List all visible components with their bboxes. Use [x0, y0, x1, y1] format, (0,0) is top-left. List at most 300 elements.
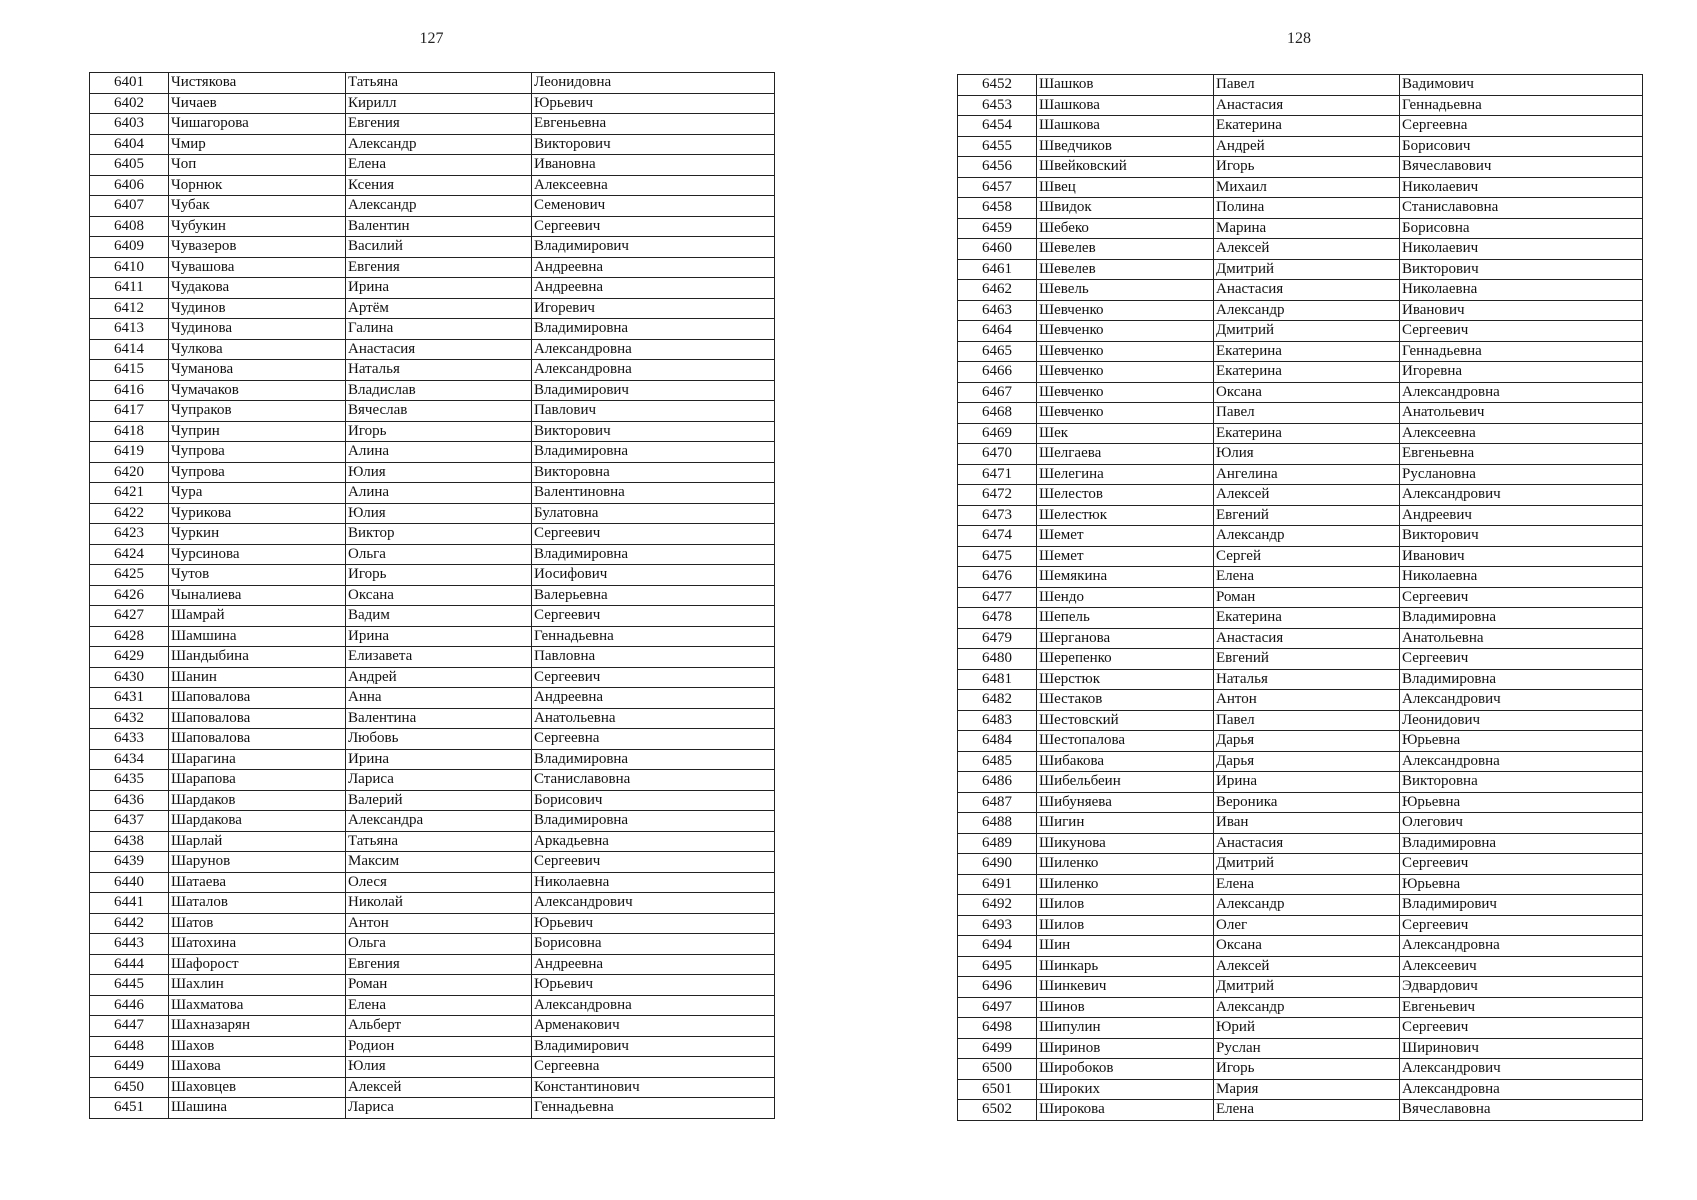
patronymic-cell: Николаевна	[1400, 567, 1643, 588]
first-name-cell: Игорь	[346, 565, 532, 586]
surname-cell: Чудинов	[169, 298, 346, 319]
table-row	[958, 669, 1643, 690]
entry-number-cell: 6440	[90, 872, 169, 893]
first-name-cell: Вероника	[1214, 792, 1400, 813]
first-name-cell: Ангелина	[1214, 464, 1400, 485]
surname-cell: Шарапова	[169, 770, 346, 791]
first-name-cell: Руслан	[1214, 1038, 1400, 1059]
entry-number-cell: 6453	[958, 95, 1037, 116]
first-name-cell: Ксения	[346, 175, 532, 196]
surname-cell: Швейковский	[1037, 157, 1214, 178]
first-name-cell: Наталья	[346, 360, 532, 381]
surname-cell: Швидок	[1037, 198, 1214, 219]
first-name-cell: Любовь	[346, 729, 532, 750]
surname-cell: Шарлай	[169, 831, 346, 852]
entry-number-cell: 6455	[958, 136, 1037, 157]
patronymic-cell: Андреевна	[532, 278, 775, 299]
patronymic-cell: Геннадьевна	[1400, 341, 1643, 362]
entry-number-cell: 6439	[90, 852, 169, 873]
patronymic-cell: Юрьевна	[1400, 731, 1643, 752]
first-name-cell: Татьяна	[346, 831, 532, 852]
patronymic-cell: Геннадьевна	[532, 626, 775, 647]
entry-number-cell: 6430	[90, 667, 169, 688]
table-row	[958, 362, 1643, 383]
entry-number-cell: 6437	[90, 811, 169, 832]
surname-cell: Шевченко	[1037, 362, 1214, 383]
first-name-cell: Евгения	[346, 114, 532, 135]
patronymic-cell: Алексеевна	[1400, 423, 1643, 444]
entry-number-cell: 6502	[958, 1100, 1037, 1121]
patronymic-cell: Анатольевич	[1400, 403, 1643, 424]
surname-cell: Шарагина	[169, 749, 346, 770]
patronymic-cell: Викторович	[1400, 526, 1643, 547]
table-row	[90, 1098, 775, 1119]
surname-cell: Шашина	[169, 1098, 346, 1119]
surname-cell: Шебеко	[1037, 218, 1214, 239]
table-row	[958, 157, 1643, 178]
patronymic-cell: Сергеевна	[532, 729, 775, 750]
table-row	[958, 300, 1643, 321]
entry-number-cell: 6460	[958, 239, 1037, 260]
table-row	[90, 360, 775, 381]
table-row	[90, 73, 775, 94]
entry-number-cell: 6429	[90, 647, 169, 668]
first-name-cell: Александр	[1214, 526, 1400, 547]
first-name-cell: Елена	[346, 155, 532, 176]
table-row	[958, 218, 1643, 239]
entry-number-cell: 6479	[958, 628, 1037, 649]
surname-cell: Шелгаева	[1037, 444, 1214, 465]
entry-number-cell: 6427	[90, 606, 169, 627]
patronymic-cell: Сергеевич	[1400, 321, 1643, 342]
table-row	[958, 198, 1643, 219]
surname-cell: Шатаева	[169, 872, 346, 893]
table-row	[90, 237, 775, 258]
surname-cell: Шевелев	[1037, 239, 1214, 260]
first-name-cell: Лариса	[346, 1098, 532, 1119]
first-name-cell: Ирина	[346, 626, 532, 647]
first-name-cell: Татьяна	[346, 73, 532, 94]
patronymic-cell: Олегович	[1400, 813, 1643, 834]
entry-number-cell: 6468	[958, 403, 1037, 424]
patronymic-cell: Александровна	[1400, 382, 1643, 403]
table-row	[958, 833, 1643, 854]
patronymic-cell: Александрович	[1400, 1059, 1643, 1080]
patronymic-cell: Константинович	[532, 1077, 775, 1098]
patronymic-cell: Вячеславович	[1400, 157, 1643, 178]
surname-cell: Чурикова	[169, 503, 346, 524]
patronymic-cell: Андреевна	[532, 257, 775, 278]
patronymic-cell: Борисович	[532, 790, 775, 811]
patronymic-cell: Андреевна	[532, 688, 775, 709]
entry-number-cell: 6471	[958, 464, 1037, 485]
first-name-cell: Владислав	[346, 380, 532, 401]
patronymic-cell: Викторович	[532, 134, 775, 155]
patronymic-cell: Владимировна	[532, 811, 775, 832]
surname-cell: Шаповалова	[169, 688, 346, 709]
table-row	[90, 934, 775, 955]
entry-number-cell: 6425	[90, 565, 169, 586]
entry-number-cell: 6412	[90, 298, 169, 319]
patronymic-cell: Вадимович	[1400, 75, 1643, 96]
table-row	[958, 751, 1643, 772]
entry-number-cell: 6406	[90, 175, 169, 196]
surname-cell: Шатохина	[169, 934, 346, 955]
table-row	[958, 977, 1643, 998]
entry-number-cell: 6428	[90, 626, 169, 647]
patronymic-cell: Александровна	[532, 995, 775, 1016]
table-row	[958, 690, 1643, 711]
patronymic-cell: Юрьевич	[532, 975, 775, 996]
first-name-cell: Александр	[1214, 300, 1400, 321]
patronymic-cell: Эдвардович	[1400, 977, 1643, 998]
patronymic-cell: Алексеевна	[532, 175, 775, 196]
first-name-cell: Павел	[1214, 403, 1400, 424]
entry-number-cell: 6408	[90, 216, 169, 237]
surname-cell: Шашкова	[1037, 116, 1214, 137]
patronymic-cell: Николаевна	[1400, 280, 1643, 301]
patronymic-cell: Аркадьевна	[532, 831, 775, 852]
table-row	[90, 626, 775, 647]
patronymic-cell: Николаевич	[1400, 239, 1643, 260]
entry-number-cell: 6475	[958, 546, 1037, 567]
surname-cell: Шевелев	[1037, 259, 1214, 280]
table-row	[90, 1077, 775, 1098]
entry-number-cell: 6457	[958, 177, 1037, 198]
first-name-cell: Дарья	[1214, 751, 1400, 772]
table-row	[90, 913, 775, 934]
first-name-cell: Евгений	[1214, 505, 1400, 526]
table-row	[958, 956, 1643, 977]
table-row	[958, 485, 1643, 506]
table-row	[90, 770, 775, 791]
entry-number-cell: 6420	[90, 462, 169, 483]
first-name-cell: Антон	[346, 913, 532, 934]
surname-cell: Шин	[1037, 936, 1214, 957]
first-name-cell: Артём	[346, 298, 532, 319]
table-row	[90, 708, 775, 729]
entry-number-cell: 6480	[958, 649, 1037, 670]
entry-number-cell: 6407	[90, 196, 169, 217]
first-name-cell: Валерий	[346, 790, 532, 811]
table-row	[958, 1059, 1643, 1080]
roster-body	[958, 75, 1643, 1121]
table-row	[90, 524, 775, 545]
patronymic-cell: Арменакович	[532, 1016, 775, 1037]
first-name-cell: Юлия	[346, 503, 532, 524]
first-name-cell: Елена	[1214, 874, 1400, 895]
page-number: 128	[1287, 30, 1311, 47]
first-name-cell: Александр	[346, 134, 532, 155]
surname-cell: Чупрова	[169, 442, 346, 463]
table-row	[90, 954, 775, 975]
surname-cell: Шестопалова	[1037, 731, 1214, 752]
patronymic-cell: Булатовна	[532, 503, 775, 524]
first-name-cell: Дмитрий	[1214, 977, 1400, 998]
surname-cell: Швец	[1037, 177, 1214, 198]
first-name-cell: Екатерина	[1214, 341, 1400, 362]
surname-cell: Чишагорова	[169, 114, 346, 135]
entry-number-cell: 6435	[90, 770, 169, 791]
entry-number-cell: 6459	[958, 218, 1037, 239]
entry-number-cell: 6473	[958, 505, 1037, 526]
surname-cell: Шашков	[1037, 75, 1214, 96]
surname-cell: Широкова	[1037, 1100, 1214, 1121]
surname-cell: Шаповалова	[169, 708, 346, 729]
entry-number-cell: 6401	[90, 73, 169, 94]
roster-table	[89, 72, 775, 1119]
first-name-cell: Валентина	[346, 708, 532, 729]
table-row	[90, 216, 775, 237]
patronymic-cell: Александровна	[1400, 936, 1643, 957]
table-row	[958, 628, 1643, 649]
first-name-cell: Евгения	[346, 257, 532, 278]
first-name-cell: Александр	[346, 196, 532, 217]
first-name-cell: Мария	[1214, 1079, 1400, 1100]
entry-number-cell: 6482	[958, 690, 1037, 711]
entry-number-cell: 6421	[90, 483, 169, 504]
surname-cell: Чуркин	[169, 524, 346, 545]
first-name-cell: Николай	[346, 893, 532, 914]
patronymic-cell: Александровна	[1400, 751, 1643, 772]
patronymic-cell: Семенович	[532, 196, 775, 217]
surname-cell: Чумачаков	[169, 380, 346, 401]
surname-cell: Шибакова	[1037, 751, 1214, 772]
table-row	[958, 792, 1643, 813]
patronymic-cell: Андреевна	[532, 954, 775, 975]
table-row	[958, 505, 1643, 526]
first-name-cell: Вадим	[346, 606, 532, 627]
table-row	[958, 915, 1643, 936]
table-row	[90, 749, 775, 770]
roster-body	[90, 73, 775, 1119]
table-row	[958, 444, 1643, 465]
entry-number-cell: 6402	[90, 93, 169, 114]
patronymic-cell: Евгеньевна	[532, 114, 775, 135]
first-name-cell: Дмитрий	[1214, 259, 1400, 280]
surname-cell: Чубак	[169, 196, 346, 217]
patronymic-cell: Юрьевна	[1400, 792, 1643, 813]
surname-cell: Широбоков	[1037, 1059, 1214, 1080]
surname-cell: Шамшина	[169, 626, 346, 647]
table-row	[90, 995, 775, 1016]
patronymic-cell: Владимирович	[532, 237, 775, 258]
entry-number-cell: 6462	[958, 280, 1037, 301]
entry-number-cell: 6405	[90, 155, 169, 176]
table-row	[958, 895, 1643, 916]
surname-cell: Шатов	[169, 913, 346, 934]
first-name-cell: Сергей	[1214, 546, 1400, 567]
table-row	[90, 585, 775, 606]
entry-number-cell: 6494	[958, 936, 1037, 957]
patronymic-cell: Валентиновна	[532, 483, 775, 504]
surname-cell: Чудакова	[169, 278, 346, 299]
surname-cell: Шелестюк	[1037, 505, 1214, 526]
patronymic-cell: Игоревич	[532, 298, 775, 319]
table-row	[90, 688, 775, 709]
entry-number-cell: 6446	[90, 995, 169, 1016]
first-name-cell: Игорь	[346, 421, 532, 442]
first-name-cell: Родион	[346, 1036, 532, 1057]
entry-number-cell: 6487	[958, 792, 1037, 813]
table-row	[958, 116, 1643, 137]
surname-cell: Шибуняева	[1037, 792, 1214, 813]
entry-number-cell: 6474	[958, 526, 1037, 547]
surname-cell: Шипулин	[1037, 1018, 1214, 1039]
surname-cell: Чувашова	[169, 257, 346, 278]
first-name-cell: Галина	[346, 319, 532, 340]
patronymic-cell: Сергеевич	[532, 852, 775, 873]
table-row	[90, 114, 775, 135]
patronymic-cell: Александровна	[532, 360, 775, 381]
surname-cell: Чура	[169, 483, 346, 504]
table-row	[958, 526, 1643, 547]
surname-cell: Шинкарь	[1037, 956, 1214, 977]
entry-number-cell: 6433	[90, 729, 169, 750]
surname-cell: Шепель	[1037, 608, 1214, 629]
surname-cell: Шашкова	[1037, 95, 1214, 116]
first-name-cell: Оксана	[1214, 382, 1400, 403]
table-row	[90, 667, 775, 688]
table-row	[90, 155, 775, 176]
entry-number-cell: 6448	[90, 1036, 169, 1057]
first-name-cell: Анастасия	[1214, 95, 1400, 116]
entry-number-cell: 6436	[90, 790, 169, 811]
table-row	[90, 729, 775, 750]
table-row	[958, 382, 1643, 403]
table-row	[90, 790, 775, 811]
patronymic-cell: Игоревна	[1400, 362, 1643, 383]
entry-number-cell: 6419	[90, 442, 169, 463]
patronymic-cell: Юрьевич	[532, 913, 775, 934]
table-row	[90, 1036, 775, 1057]
entry-number-cell: 6450	[90, 1077, 169, 1098]
patronymic-cell: Анатольевна	[1400, 628, 1643, 649]
table-row	[958, 813, 1643, 834]
entry-number-cell: 6443	[90, 934, 169, 955]
entry-number-cell: 6456	[958, 157, 1037, 178]
entry-number-cell: 6414	[90, 339, 169, 360]
entry-number-cell: 6463	[958, 300, 1037, 321]
table-row	[958, 464, 1643, 485]
entry-number-cell: 6404	[90, 134, 169, 155]
entry-number-cell: 6497	[958, 997, 1037, 1018]
patronymic-cell: Сергеевна	[532, 1057, 775, 1078]
patronymic-cell: Сергеевич	[532, 606, 775, 627]
entry-number-cell: 6415	[90, 360, 169, 381]
entry-number-cell: 6410	[90, 257, 169, 278]
entry-number-cell: 6488	[958, 813, 1037, 834]
entry-number-cell: 6483	[958, 710, 1037, 731]
page-number: 127	[419, 30, 444, 47]
patronymic-cell: Александрович	[532, 893, 775, 914]
first-name-cell: Андрей	[346, 667, 532, 688]
first-name-cell: Михаил	[1214, 177, 1400, 198]
first-name-cell: Ирина	[346, 278, 532, 299]
table-row	[90, 831, 775, 852]
entry-number-cell: 6500	[958, 1059, 1037, 1080]
surname-cell: Чубукин	[169, 216, 346, 237]
table-row	[90, 93, 775, 114]
first-name-cell: Ирина	[1214, 772, 1400, 793]
entry-number-cell: 6472	[958, 485, 1037, 506]
patronymic-cell: Александровна	[532, 339, 775, 360]
first-name-cell: Александр	[1214, 997, 1400, 1018]
surname-cell: Шевель	[1037, 280, 1214, 301]
first-name-cell: Лариса	[346, 770, 532, 791]
patronymic-cell: Леонидович	[1400, 710, 1643, 731]
patronymic-cell: Ширинович	[1400, 1038, 1643, 1059]
surname-cell: Чичаев	[169, 93, 346, 114]
first-name-cell: Дмитрий	[1214, 321, 1400, 342]
surname-cell: Шерепенко	[1037, 649, 1214, 670]
entry-number-cell: 6442	[90, 913, 169, 934]
entry-number-cell: 6452	[958, 75, 1037, 96]
first-name-cell: Анастасия	[1214, 628, 1400, 649]
entry-number-cell: 6478	[958, 608, 1037, 629]
entry-number-cell: 6438	[90, 831, 169, 852]
patronymic-cell: Сергеевич	[1400, 649, 1643, 670]
surname-cell: Чуприн	[169, 421, 346, 442]
patronymic-cell: Александровна	[1400, 1079, 1643, 1100]
patronymic-cell: Борисович	[1400, 136, 1643, 157]
patronymic-cell: Сергеевич	[1400, 854, 1643, 875]
table-row	[958, 936, 1643, 957]
first-name-cell: Дмитрий	[1214, 854, 1400, 875]
patronymic-cell: Леонидовна	[532, 73, 775, 94]
entry-number-cell: 6484	[958, 731, 1037, 752]
table-row	[958, 546, 1643, 567]
entry-number-cell: 6467	[958, 382, 1037, 403]
table-row	[958, 772, 1643, 793]
first-name-cell: Ольга	[346, 934, 532, 955]
entry-number-cell: 6464	[958, 321, 1037, 342]
surname-cell: Чыналиева	[169, 585, 346, 606]
first-name-cell: Елизавета	[346, 647, 532, 668]
entry-number-cell: 6492	[958, 895, 1037, 916]
table-row	[90, 1016, 775, 1037]
entry-number-cell: 6424	[90, 544, 169, 565]
first-name-cell: Павел	[1214, 75, 1400, 96]
table-row	[958, 1018, 1643, 1039]
entry-number-cell: 6426	[90, 585, 169, 606]
surname-cell: Шемет	[1037, 526, 1214, 547]
entry-number-cell: 6451	[90, 1098, 169, 1119]
table-row	[958, 259, 1643, 280]
entry-number-cell: 6417	[90, 401, 169, 422]
first-name-cell: Кирилл	[346, 93, 532, 114]
first-name-cell: Алексей	[1214, 956, 1400, 977]
patronymic-cell: Иванович	[1400, 300, 1643, 321]
entry-number-cell: 6411	[90, 278, 169, 299]
table-row	[90, 380, 775, 401]
first-name-cell: Елена	[1214, 1100, 1400, 1121]
entry-number-cell: 6461	[958, 259, 1037, 280]
table-row	[958, 177, 1643, 198]
entry-number-cell: 6486	[958, 772, 1037, 793]
table-row	[958, 567, 1643, 588]
first-name-cell: Екатерина	[1214, 423, 1400, 444]
surname-cell: Шинов	[1037, 997, 1214, 1018]
table-row	[90, 893, 775, 914]
patronymic-cell: Евгеньевич	[1400, 997, 1643, 1018]
table-row	[90, 872, 775, 893]
surname-cell: Шандыбина	[169, 647, 346, 668]
first-name-cell: Ирина	[346, 749, 532, 770]
patronymic-cell: Вячеславовна	[1400, 1100, 1643, 1121]
patronymic-cell: Александрович	[1400, 690, 1643, 711]
entry-number-cell: 6496	[958, 977, 1037, 998]
